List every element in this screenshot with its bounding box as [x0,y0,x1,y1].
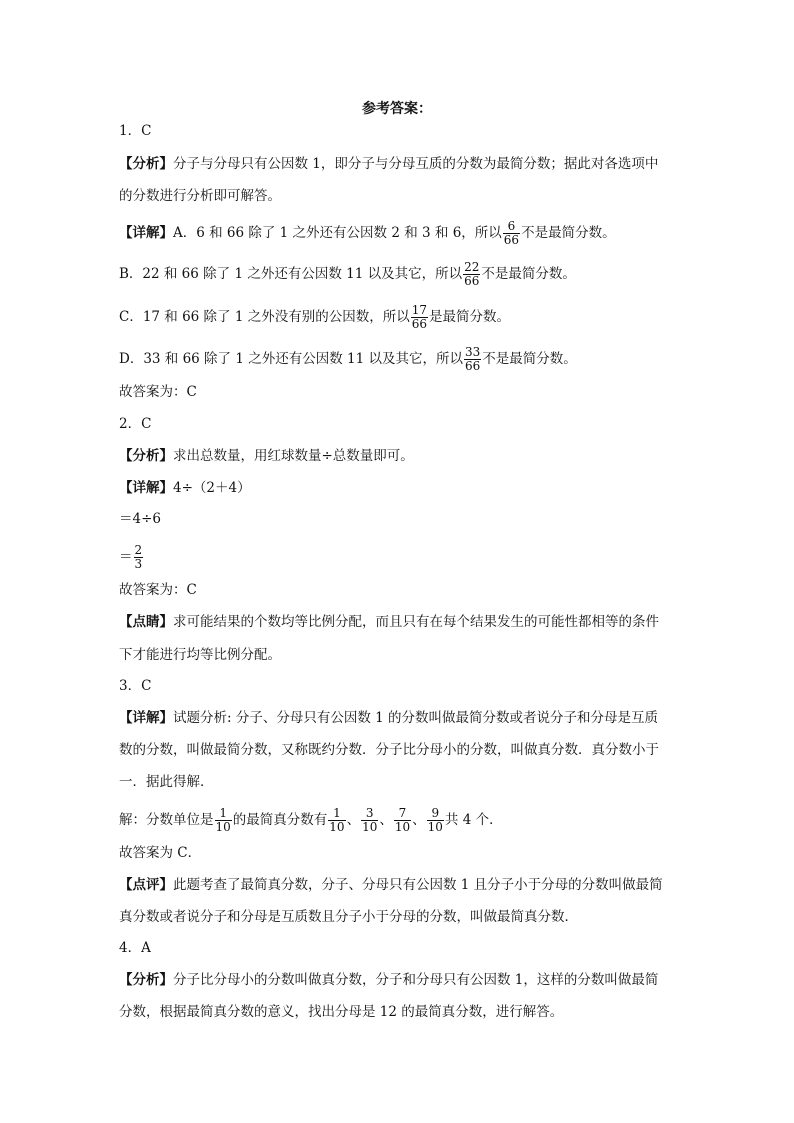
equals-sign: ＝ [119,549,133,565]
fraction [328,807,345,834]
analysis-tag: 【分析】 [119,156,173,172]
fraction-denominator: 66 [464,274,480,288]
q1-number: 1．C [119,123,152,139]
separator: 、 [379,812,393,828]
q1-a-conclusion: 不是最简分数。 [521,225,616,241]
q2-analysis-text: 求出总数量，用红球数量÷总数量即可。 [173,448,414,464]
fraction-numerator: 9 [427,807,444,821]
q4-number: 4．A [119,940,151,956]
q2-analysis [119,446,414,466]
q2-detail [119,478,251,498]
q2-number: 2．C [119,416,152,432]
q3-solution [119,807,503,834]
fraction-denominator: 10 [362,820,378,834]
q1-b-text: B．22 和 66 除了 1 之外还有公因数 11 以及其它，所以 [119,266,463,282]
q3-detail [119,708,658,728]
q2-step1: 4÷（2＋4） [173,480,251,496]
fraction-numerator: 17 [411,303,428,317]
q3-comment-line2: 真分数或者说分子和分母是互质数且分子小于分母的分数，叫做最简真分数． [119,909,578,925]
comment-tag: 【点评】 [119,877,173,893]
fraction [503,220,520,247]
separator: 、 [346,812,361,828]
q1-analysis [119,154,658,174]
q1-d-text: D．33 和 66 除了 1 之外还有公因数 11 以及其它，所以 [119,351,463,367]
q3-comment-line1: 此题考查了最简真分数，分子、分母只有公因数 1 且分子小于分母的分数叫做最简 [173,877,663,893]
q1-detail-d [119,346,577,373]
fraction [361,807,378,834]
analysis-tag: 【分析】 [119,448,173,464]
fraction-denominator: 3 [134,557,143,571]
fraction-denominator: 10 [394,820,411,834]
fraction [427,807,444,834]
q2-tip-line1: 求可能结果的个数均等比例分配，而且只有在每个结果发生的可能性都相等的条件 [173,614,659,630]
q3-solution-suffix: 共 4 个． [444,812,503,828]
q3-detail-line1: 试题分析: 分子、分母只有公因数 1 的分数叫做最简分数或者说分子和分母是互质 [173,710,659,726]
fraction [215,807,232,834]
q4-analysis [119,970,658,990]
q1-answer: 故答案为：C [119,384,197,400]
fraction [394,807,411,834]
fraction-numerator: 6 [503,220,520,234]
fraction-numerator: 2 [134,543,143,557]
q1-c-conclusion: 是最简分数。 [429,309,511,325]
detail-tag: 【详解】 [119,225,173,241]
fraction-numerator: 7 [394,807,411,821]
q3-solution-prefix: 解：分数单位是 [119,812,214,828]
q3-comment [119,875,663,895]
fraction [411,304,428,331]
q1-d-conclusion: 不是最简分数。 [482,351,577,367]
q1-analysis-line1: 分子与分母只有公因数 1，即分子与分母互质的分数为最简分数；据此对各选项中 [173,156,659,172]
fraction-numerator: 3 [361,807,378,821]
q2-step3 [119,544,144,571]
q3-answer: 故答案为 C． [119,845,202,861]
q1-a-text: A．6 和 66 除了 1 之外还有公因数 2 和 3 和 6，所以 [173,225,502,241]
q3-detail-line2: 数的分数，叫做最简分数，又称既约分数．分子比分母小的分数，叫做真分数．真分数小于 [119,742,659,758]
q1-c-text: C．17 和 66 除了 1 之外没有别的公因数，所以 [119,309,410,325]
page-title: 参考答案： [362,101,432,117]
fraction-denominator: 66 [411,317,428,331]
fraction-denominator: 10 [329,820,345,834]
q1-analysis-line2: 的分数进行分析即可解答。 [119,188,281,204]
q2-tip-line2: 下才能进行均等比例分配。 [119,647,281,663]
q1-detail-c [119,304,510,331]
q3-solution-mid: 的最简真分数有 [232,812,328,828]
fraction-denominator: 10 [215,820,231,834]
fraction-denominator: 66 [503,233,520,247]
tip-tag: 【点睛】 [119,614,173,630]
q1-b-conclusion: 不是最简分数。 [481,266,576,282]
q2-answer: 故答案为：C [119,582,197,598]
q2-tip [119,612,659,632]
detail-tag: 【详解】 [119,710,173,726]
fraction [134,544,144,571]
separator: 、 [412,812,426,828]
fraction-denominator: 10 [427,820,443,834]
q2-step2: ＝4÷6 [119,511,161,527]
q1-detail-a [119,220,616,247]
q4-analysis-line2: 分数，根据最简真分数的意义，找出分母是 12 的最简真分数，进行解答。 [119,1004,564,1020]
fraction [464,346,481,373]
q3-detail-line3: 一．据此得解． [119,774,214,790]
q3-number: 3．C [119,678,152,694]
q1-detail-b [119,261,576,288]
fraction [463,261,480,288]
fraction-numerator: 1 [215,807,232,821]
q4-analysis-line1: 分子比分母小的分数叫做真分数，分子和分母只有公因数 1，这样的分数叫做最简 [173,972,659,988]
fraction-numerator: 22 [464,260,480,274]
analysis-tag: 【分析】 [119,972,173,988]
fraction-numerator: 1 [328,807,345,821]
detail-tag: 【详解】 [119,480,173,496]
fraction-denominator: 66 [465,359,481,373]
fraction-numerator: 33 [465,345,481,359]
